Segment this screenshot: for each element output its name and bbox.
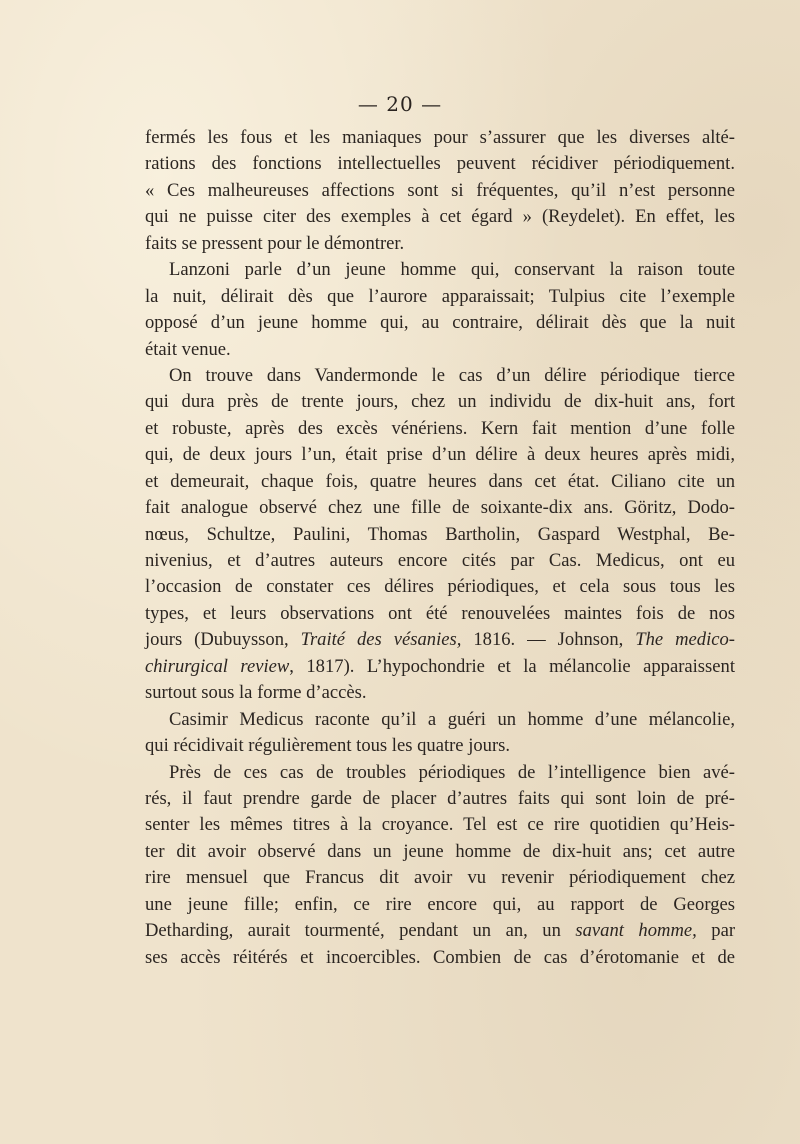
page-number: — 20 — (357, 92, 443, 116)
text-line: et robuste, après des excès vénériens. Kern fait mention d’une folle (145, 417, 735, 439)
text-line: jours (Dubuysson, Traité des vésanies, 1816. — Johnson, The medico- (145, 629, 735, 651)
text-line: et demeurait, chaque fois, quatre heures dans cet état. Ciliano cite un (145, 470, 735, 492)
text-line: fermés les fous et les maniaques pour s’assurer que les diverses alté- (145, 127, 735, 148)
text-line: On trouve dans Vandermonde le cas d’un délire périodique tierce (169, 364, 735, 386)
text-line: opposé d’un jeune homme qui, au contraire, délirait dès que la nuit (145, 312, 735, 334)
text-line: « Ces malheureuses affections sont si fréquentes, qu’il n’est personne (145, 179, 735, 201)
text-line: nivenius, et d’autres auteurs encore cités par Cas. Medicus, ont eu (145, 550, 735, 571)
text-line: ter dit avoir observé dans un jeune homme de dix-huit ans; cet autre (145, 840, 735, 862)
text-line: senter les mêmes titres à la croyance. Tel est ce rire quotidien qu’Heis- (145, 814, 735, 836)
text-line: surtout sous la forme d’accès. (145, 682, 367, 704)
text-line: Lanzoni parle d’un jeune homme qui, conservant la raison toute (169, 259, 735, 281)
text-line: fait analogue observé chez une fille de soixante-dix ans. Göritz, Dodo- (145, 497, 735, 519)
text-line: une jeune fille; enfin, ce rire encore qui, au rapport de Georges (145, 893, 735, 915)
text-line: l’occasion de constater ces délires périodiques, et cela sous tous les (145, 576, 735, 598)
text-line: qui ne puisse citer des exemples à cet égard » (Reydelet). En effet, les (145, 206, 735, 228)
text-line: rations des fonctions intellectuelles peuvent récidiver périodiquement. (145, 153, 735, 175)
text-line: types, et leurs observations ont été renouvelées maintes fois de nos (145, 602, 735, 624)
text-line: la nuit, délirait dès que l’aurore apparaissait; Tulpius cite l’exemple (145, 285, 735, 307)
text-line: faits se pressent pour le démontrer. (145, 232, 405, 254)
text-line: Casimir Medicus raconte qu’il a guéri un homme d’une mélancolie, (169, 708, 735, 730)
text-line: chirurgical review, 1817). L’hypochondrie et la mélancolie apparaissent (145, 655, 735, 677)
text-line: qui récidivait régulièrement tous les quatre jours. (145, 735, 511, 757)
text-line: Detharding, aurait tourmenté, pendant un an, un savant homme, par (145, 920, 736, 942)
text-line: qui, de deux jours l’un, était prise d’un délire à deux heures après midi, (145, 444, 735, 466)
text-line: rés, il faut prendre garde de placer d’autres faits qui sont loin de pré- (145, 787, 735, 809)
text-line: rire mensuel que Francus dit avoir vu revenir périodiquement chez (145, 867, 735, 889)
text-line: ses accès réitérés et incoercibles. Combien de cas d’érotomanie et de (145, 946, 735, 968)
text-line: Près de ces cas de troubles périodiques de l’intelligence bien avé- (169, 761, 735, 783)
body-text (145, 125, 735, 971)
text-line: nœus, Schultze, Paulini, Thomas Bartholin, Gaspard Westphal, Be- (145, 523, 735, 545)
text-line: était venue. (145, 338, 231, 360)
text-line: qui dura près de trente jours, chez un individu de dix-huit ans, fort (145, 391, 735, 413)
